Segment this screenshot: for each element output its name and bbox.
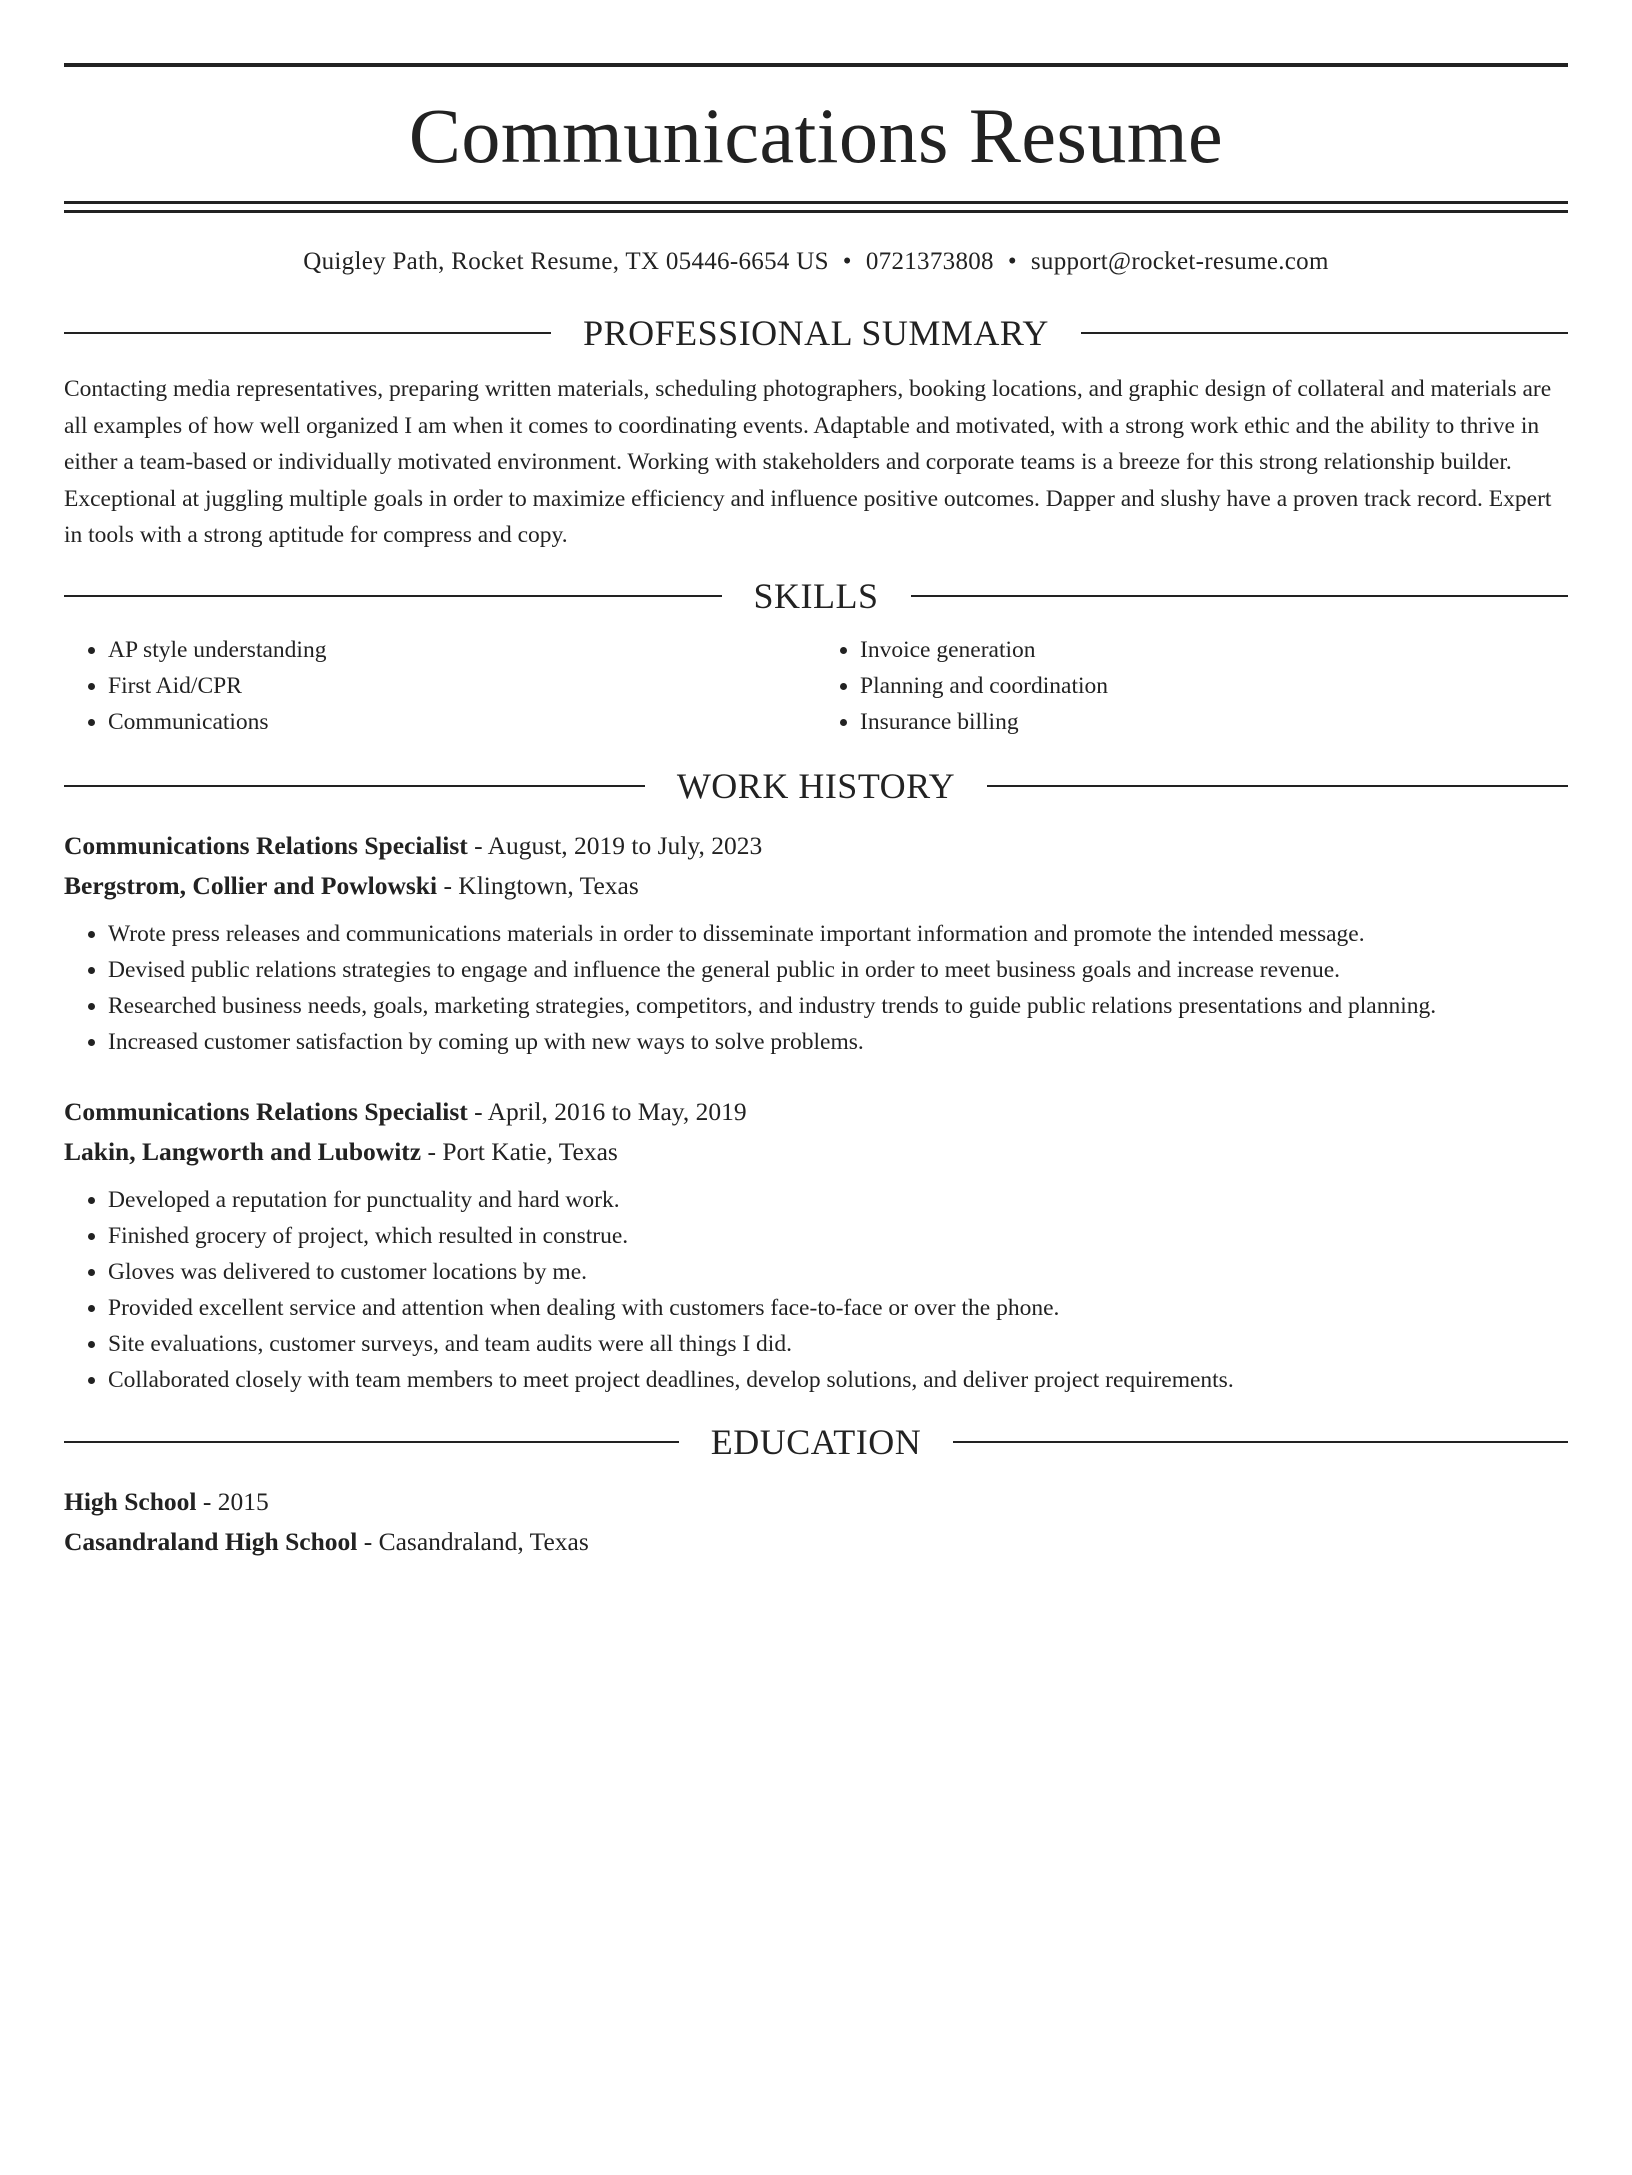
work-entry [64, 1092, 1568, 1398]
skill-item: • AP style understanding [108, 632, 816, 668]
skills-section-heading [64, 574, 1568, 618]
job-role-line [64, 1092, 1568, 1132]
job-location: - Port Katie, Texas [421, 1136, 618, 1166]
education-entry [64, 1482, 1568, 1562]
summary-text: Contacting media representatives, preparing written materials, scheduling photographers, booking locations, and graphic design of collateral and materials are all examples of how well organized I am when it comes to coordinating events. Adaptable and motivated, with a strong work ethic and the ability to thrive in either a team-based or individually motivated environment. Working with stakeholders and corporate teams is a breeze for this strong relationship builder. Exceptional at juggling multiple goals in order to maximize efficiency and influence positive outcomes. Dapper and slushy have a proven track record. Expert in tools with a strong aptitude for compress and copy. [64, 376, 1552, 548]
job-company-line [64, 1132, 1568, 1172]
education-school: Casandraland High School [64, 1526, 358, 1556]
heading-rule-right [1081, 332, 1568, 334]
summary-section-heading [64, 311, 1568, 355]
heading-rule-left [64, 1441, 679, 1443]
work-entry [64, 826, 1568, 1060]
job-dates: - April, 2016 to May, 2019 [467, 1096, 747, 1126]
contact-separator: • [842, 248, 852, 275]
heading-rule-right [987, 785, 1568, 787]
heading-rule-left [64, 595, 722, 597]
job-dates: - August, 2019 to July, 2023 [467, 830, 763, 860]
heading-rule-right [953, 1441, 1568, 1443]
job-bullet: • Developed a reputation for punctuality and hard work. [108, 1182, 1568, 1218]
education-year: - 2015 [196, 1486, 269, 1516]
skills-column-right [816, 632, 1568, 740]
job-bullets [64, 916, 1568, 1060]
skill-item: • First Aid/CPR [108, 668, 816, 704]
education-location: - Casandraland, Texas [357, 1526, 589, 1556]
heading-rule-right [911, 595, 1569, 597]
job-role: Communications Relations Specialist [64, 1096, 468, 1126]
education-section-heading [64, 1420, 1568, 1464]
job-company: Lakin, Langworth and Lubowitz [64, 1136, 422, 1166]
skill-item: • Planning and coordination [860, 668, 1568, 704]
resume-page [0, 63, 1632, 2175]
job-bullet: • Increased customer satisfaction by coming up with new ways to solve problems. [108, 1024, 1568, 1060]
education-heading-label: EDUCATION [710, 1421, 922, 1462]
title-bottom-double-rule [64, 201, 1568, 213]
skills-column-left [64, 632, 816, 740]
skill-item: • Insurance billing [860, 704, 1568, 740]
job-bullet: • Researched business needs, goals, marketing strategies, competitors, and industry trends to guide public relations presentations and planning. [108, 988, 1568, 1024]
page-title: Communications Resume [408, 92, 1224, 179]
job-role: Communications Relations Specialist [64, 830, 468, 860]
contact-address: Quigley Path, Rocket Resume, TX 05446-6654 US [303, 248, 829, 275]
summary-heading-label: PROFESSIONAL SUMMARY [583, 313, 1049, 353]
job-bullet: • Collaborated closely with team members to meet project deadlines, develop solutions, and deliver project requirements. [108, 1362, 1568, 1398]
job-company-line [64, 866, 1568, 906]
job-location: - Klingtown, Texas [437, 870, 639, 900]
job-bullet: • Provided excellent service and attention when dealing with customers face-to-face or over the phone. [108, 1290, 1568, 1326]
contact-separator: • [1007, 248, 1017, 275]
skills-list [64, 632, 1568, 740]
heading-rule-left [64, 785, 645, 787]
education-degree-line [64, 1482, 1568, 1522]
contact-phone: 0721373808 [865, 248, 994, 275]
skills-heading-label: SKILLS [753, 575, 879, 616]
contact-email: support@rocket-resume.com [1030, 248, 1329, 275]
job-bullet: • Gloves was delivered to customer locations by me. [108, 1254, 1568, 1290]
job-bullet: • Wrote press releases and communications materials in order to disseminate important information and promote the intended message. [108, 916, 1568, 952]
job-company: Bergstrom, Collier and Powlowski [64, 870, 438, 900]
skill-item: • Invoice generation [860, 632, 1568, 668]
job-role-line [64, 826, 1568, 866]
work-section-heading [64, 764, 1568, 808]
education-school-line [64, 1522, 1568, 1562]
heading-rule-left [64, 332, 551, 334]
job-bullets [64, 1182, 1568, 1398]
contact-line [64, 247, 1568, 277]
title-top-rule [64, 63, 1568, 67]
job-bullet: • Devised public relations strategies to engage and influence the general public in order to meet business goals and increase revenue. [108, 952, 1568, 988]
job-bullet: • Finished grocery of project, which resulted in construe. [108, 1218, 1568, 1254]
skill-item: • Communications [108, 704, 816, 740]
education-degree: High School [64, 1486, 197, 1516]
work-heading-label: WORK HISTORY [676, 765, 956, 806]
job-bullet: • Site evaluations, customer surveys, and team audits were all things I did. [108, 1326, 1568, 1362]
